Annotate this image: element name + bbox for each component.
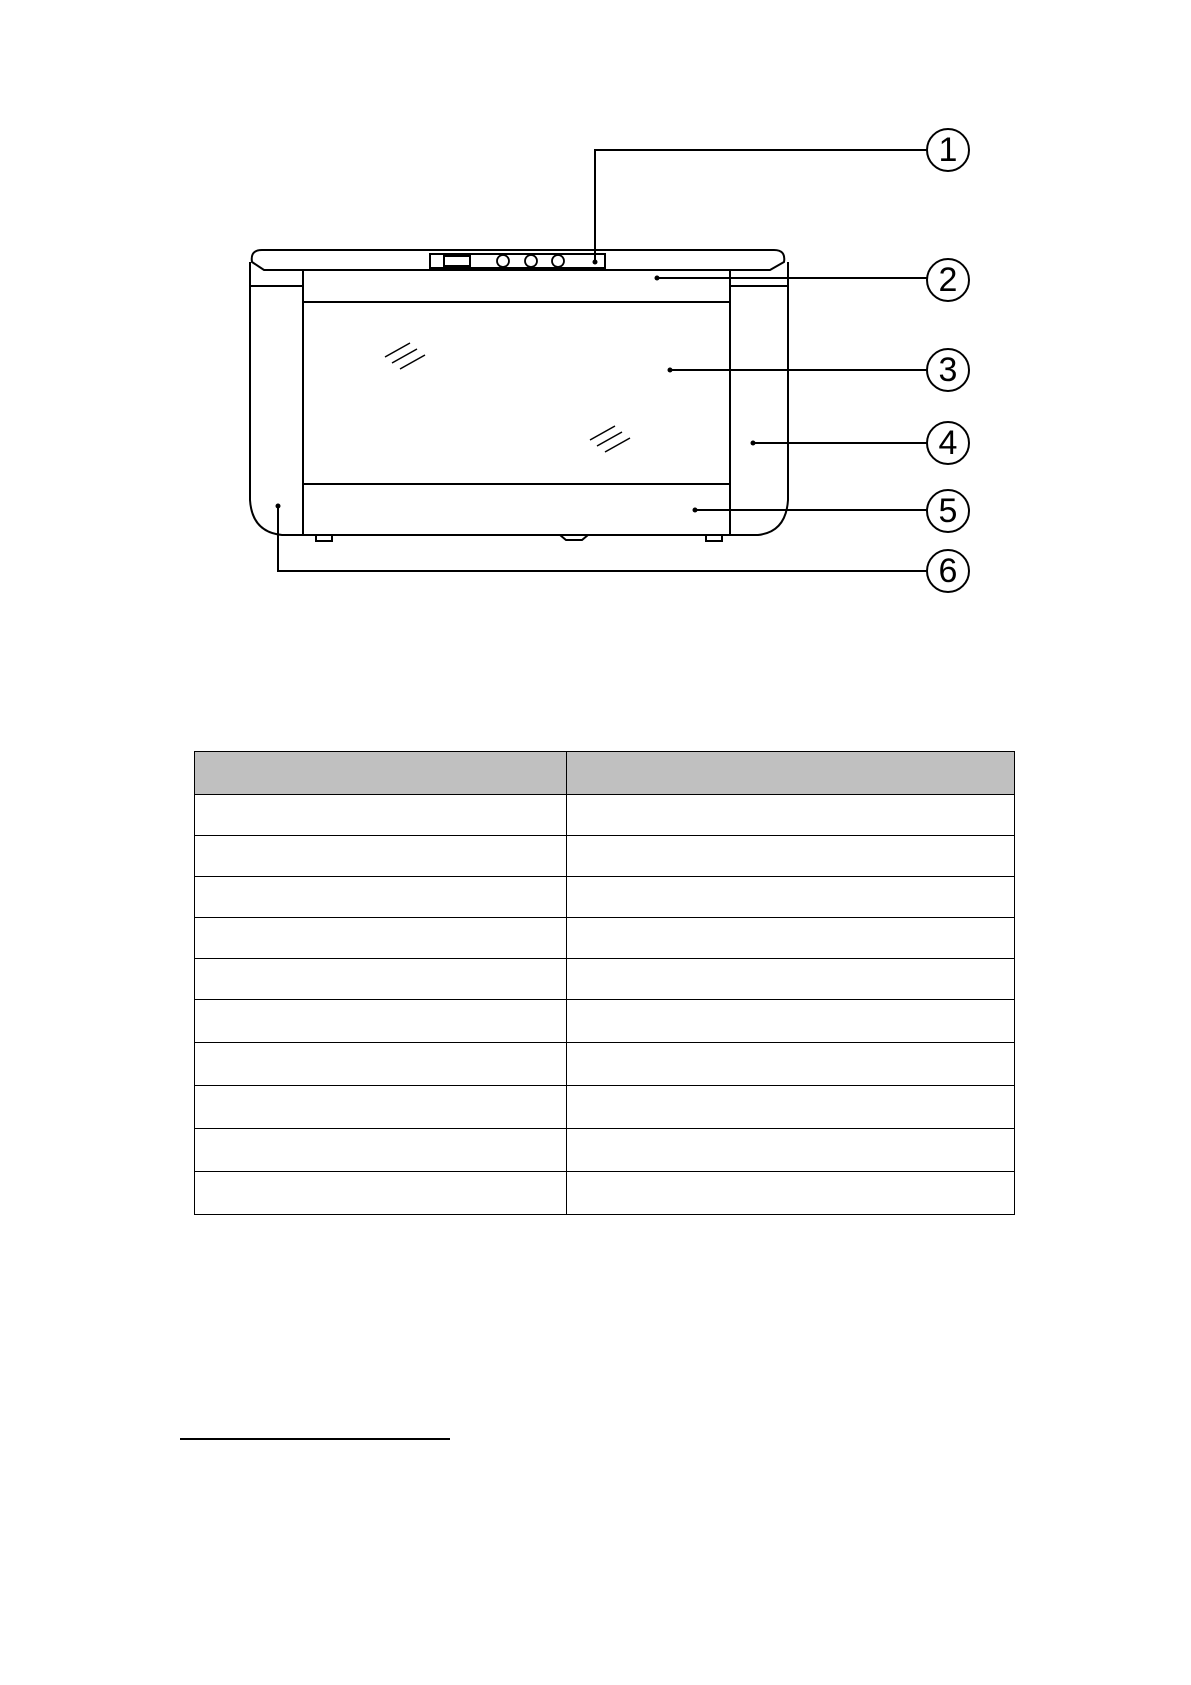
table-row [195, 1129, 1015, 1172]
display-window [444, 256, 470, 266]
button-up [497, 255, 509, 267]
table-cell [195, 795, 567, 836]
table-header-row [195, 752, 1015, 795]
table-cell [567, 1086, 1015, 1129]
table-cell [567, 1172, 1015, 1215]
table-row [195, 836, 1015, 877]
callout-label-6: 6 [938, 552, 958, 590]
button-down [525, 255, 537, 267]
table-cell [195, 959, 567, 1000]
table-cell [567, 959, 1015, 1000]
appliance-drawing [0, 0, 1191, 620]
table-cell [567, 877, 1015, 918]
table-cell [567, 1043, 1015, 1086]
table-cell [195, 1172, 567, 1215]
callout-label-4: 4 [938, 424, 958, 462]
foot-right [706, 535, 722, 541]
table-cell [195, 1043, 567, 1086]
table-row [195, 877, 1015, 918]
callout-label-1: 1 [938, 131, 958, 169]
parts-table [194, 751, 1015, 1215]
table-cell [195, 1086, 567, 1129]
table-row [195, 918, 1015, 959]
table-row [195, 959, 1015, 1000]
table-cell [195, 836, 567, 877]
callout-label-2: 2 [938, 261, 958, 299]
table-cell [195, 1000, 567, 1043]
table-cell [567, 795, 1015, 836]
foot-left [316, 535, 332, 541]
table-cell [567, 1129, 1015, 1172]
table-row [195, 1000, 1015, 1043]
front-frame [303, 270, 730, 535]
table-header-cell [567, 752, 1015, 795]
table-row [195, 1086, 1015, 1129]
table-row [195, 1172, 1015, 1215]
footnote-separator [180, 1438, 450, 1440]
appliance-diagram [0, 0, 1191, 620]
leader-1 [595, 150, 930, 262]
table-cell [195, 1129, 567, 1172]
table-cell [567, 1000, 1015, 1043]
table-cell [195, 877, 567, 918]
callout-label-5: 5 [938, 492, 958, 530]
table-row [195, 795, 1015, 836]
leader-6 [278, 506, 930, 571]
callout-label-3: 3 [938, 351, 958, 389]
table-cell [195, 918, 567, 959]
table-cell [567, 918, 1015, 959]
button-power [552, 255, 564, 267]
table-row [195, 1043, 1015, 1086]
table-header-cell [195, 752, 567, 795]
table-cell [567, 836, 1015, 877]
